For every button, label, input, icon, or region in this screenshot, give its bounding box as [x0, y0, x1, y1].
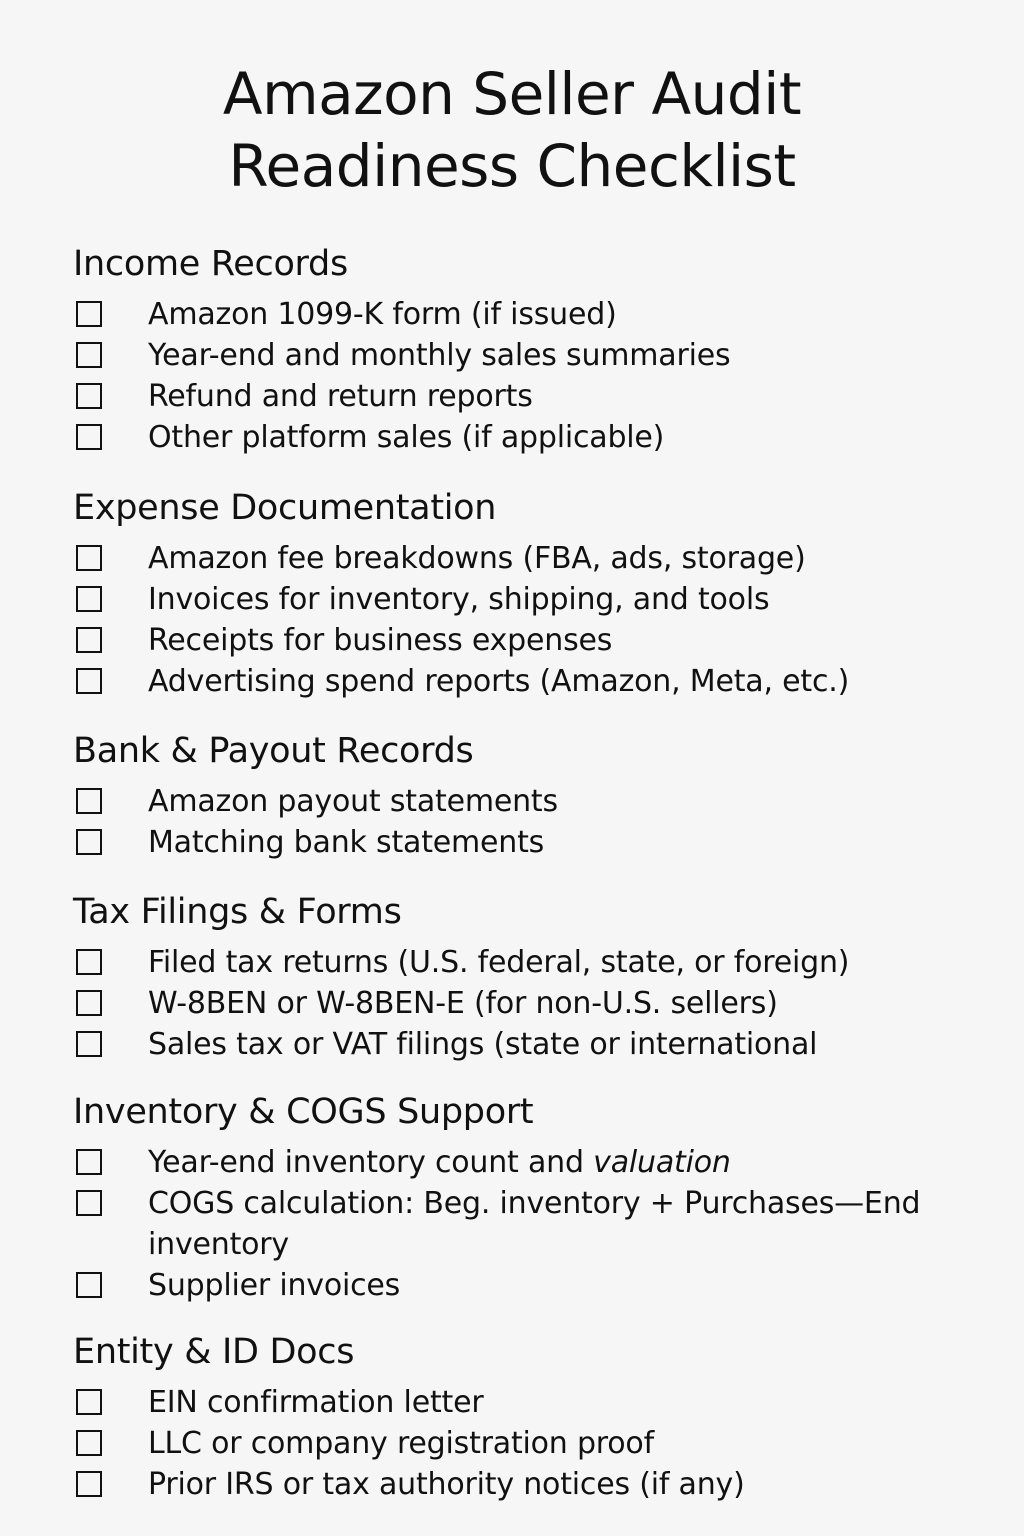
- item-label-emphasis: valuation: [593, 1145, 731, 1180]
- checklist-item: [73, 1024, 993, 1065]
- checkbox[interactable]: [76, 788, 102, 814]
- section-heading: Tax Filings & Forms: [73, 892, 402, 932]
- item-label: Supplier invoices: [148, 1268, 401, 1303]
- checklist-item: [73, 1423, 993, 1464]
- item-label-text: Year-end inventory count and: [148, 1145, 594, 1180]
- section-inventory-cogs-support: [73, 1090, 993, 1306]
- checklist-item: [73, 1142, 993, 1183]
- checklist-item: [73, 661, 993, 702]
- item-label: Invoices for inventory, shipping, and tools: [148, 582, 770, 617]
- item-label: Amazon payout statements: [148, 784, 558, 819]
- checklist-item: [73, 942, 993, 983]
- checklist-item: [73, 620, 993, 661]
- item-label: Filed tax returns (U.S. federal, state, or foreign): [148, 945, 850, 980]
- section-heading: Expense Documentation: [73, 488, 497, 528]
- checkbox[interactable]: [76, 1190, 102, 1216]
- checklist-item: [73, 983, 993, 1024]
- item-label: Receipts for business expenses: [148, 623, 613, 658]
- item-label: Amazon fee breakdowns (FBA, ads, storage): [148, 541, 806, 576]
- checkbox[interactable]: [76, 949, 102, 975]
- checklist-item: [73, 417, 993, 458]
- checkbox[interactable]: [76, 1430, 102, 1456]
- checklist-item: [73, 538, 993, 579]
- checkbox[interactable]: [76, 829, 102, 855]
- item-label: Other platform sales (if applicable): [148, 420, 665, 455]
- checklist-item: [73, 1265, 993, 1306]
- section-income-records: [73, 242, 993, 458]
- item-label: Sales tax or VAT filings (state or international: [148, 1027, 818, 1062]
- checkbox[interactable]: [76, 1389, 102, 1415]
- checklist-item: [73, 781, 993, 822]
- checkbox[interactable]: [76, 627, 102, 653]
- checkbox[interactable]: [76, 1031, 102, 1057]
- section-heading: Bank & Payout Records: [73, 731, 474, 771]
- item-label: LLC or company registration proof: [148, 1426, 654, 1461]
- section-expense-documentation: [73, 486, 993, 702]
- checklist-item: [73, 579, 993, 620]
- checkbox[interactable]: [76, 668, 102, 694]
- title-line-1: Amazon Seller Audit: [222, 60, 802, 128]
- checklist-item: [73, 294, 993, 335]
- checklist-item: [73, 335, 993, 376]
- section-heading: Inventory & COGS Support: [73, 1092, 534, 1132]
- checklist-item: [73, 1382, 993, 1423]
- checkbox[interactable]: [76, 301, 102, 327]
- checkbox[interactable]: [76, 342, 102, 368]
- checkbox[interactable]: [76, 545, 102, 571]
- item-label: Matching bank statements: [148, 825, 545, 860]
- section-heading: Income Records: [73, 244, 348, 284]
- item-label: W-8BEN or W-8BEN-E (for non-U.S. sellers): [148, 986, 778, 1021]
- title-line-2: Readiness Checklist: [228, 132, 796, 200]
- checkbox[interactable]: [76, 1149, 102, 1175]
- item-label: COGS calculation: Beg. inventory + Purchases—End inventory: [148, 1186, 921, 1262]
- item-label: [148, 1142, 968, 1183]
- page-title: [0, 58, 1024, 202]
- item-label: Refund and return reports: [148, 379, 533, 414]
- checkbox[interactable]: [76, 586, 102, 612]
- item-label: EIN confirmation letter: [148, 1385, 484, 1420]
- checkbox[interactable]: [76, 1272, 102, 1298]
- item-label: Amazon 1099-K form (if issued): [148, 297, 617, 332]
- checklist-item: [73, 1183, 993, 1265]
- checkbox[interactable]: [76, 990, 102, 1016]
- item-label: Year-end and monthly sales summaries: [148, 338, 731, 373]
- checklist-item: [73, 376, 993, 417]
- checklist-item: [73, 1464, 993, 1505]
- checklist-item: [73, 822, 993, 863]
- section-heading: Entity & ID Docs: [73, 1332, 355, 1372]
- checkbox[interactable]: [76, 383, 102, 409]
- checkbox[interactable]: [76, 1471, 102, 1497]
- section-bank-payout-records: [73, 729, 993, 863]
- section-tax-filings-forms: [73, 890, 993, 1065]
- checkbox[interactable]: [76, 424, 102, 450]
- item-label: Prior IRS or tax authority notices (if any): [148, 1467, 745, 1502]
- section-entity-id-docs: [73, 1330, 993, 1505]
- item-label: Advertising spend reports (Amazon, Meta, etc.): [148, 664, 850, 699]
